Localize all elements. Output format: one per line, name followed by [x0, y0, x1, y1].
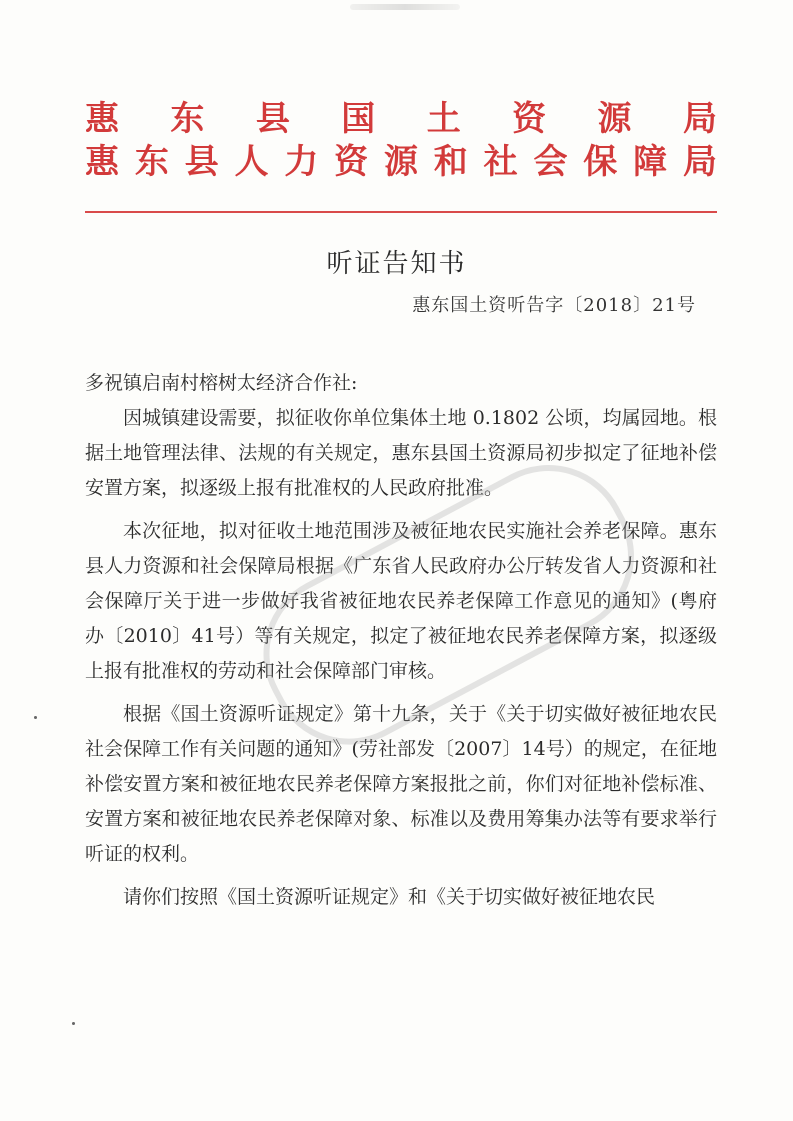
letterhead-char: 局	[682, 142, 717, 182]
letterhead-char: 惠	[85, 142, 119, 182]
letterhead-char: 会	[533, 142, 568, 182]
letterhead-char: 土	[426, 99, 461, 139]
scan-smudge	[350, 4, 460, 10]
letterhead-char: 资	[334, 142, 369, 182]
letterhead-char: 障	[633, 142, 668, 182]
letterhead-char: 人	[234, 142, 269, 182]
letterhead-char: 县	[255, 99, 290, 139]
letterhead-char: 社	[483, 142, 518, 182]
letterhead-char: 源	[383, 142, 418, 182]
paragraph-4: 请你们按照《国土资源听证规定》和《关于切实做好被征地农民	[123, 886, 656, 908]
document-body	[85, 366, 717, 915]
letterhead-char: 资	[512, 99, 547, 139]
letterhead-char: 县	[184, 142, 219, 182]
paragraph-2: 本次征地，拟对征收土地范围涉及被征地农民实施社会养老保障。惠东县人力资源和社会保障局根据《广东省人民政府办公厅转发省人力资源和社会保障厅关于进一步做好我省被征地农民养老保障工作意见的通知》(粤府办〔2010〕41号）等有关规定，拟定了被征地农民养老保障方案，拟逐级上报有批准权的劳动和社会保障部门审核。	[85, 520, 717, 682]
letterhead-char: 东	[170, 99, 205, 139]
scan-speck	[34, 716, 37, 719]
document-number: 惠东国土资听告字〔2018〕21号	[412, 295, 696, 316]
letterhead-char: 和	[433, 142, 468, 182]
letterhead-char: 源	[597, 99, 632, 139]
letterhead-char: 力	[284, 142, 319, 182]
paragraph-3: 根据《国土资源听证规定》第十九条，关于《关于切实做好被征地农民社会保障工作有关问题的通知》(劳社部发〔2007〕14号）的规定，在征地补偿安置方案和被征地农民养老保障方案报批之前，你们对征地补偿标准、安置方案和被征地农民养老保障对象、标准以及费用筹集办法等有要求举行听证的权利。	[85, 703, 717, 865]
letterhead-land-resources-bureau	[85, 99, 717, 139]
letterhead-char: 东	[134, 142, 169, 182]
letterhead-hr-social-security-bureau	[85, 142, 717, 182]
paragraph-1: 因城镇建设需要，拟征收你单位集体土地 0.1802 公顷，均属园地。根据土地管理法律、法规的有关规定，惠东县国土资源局初步拟定了征地补偿安置方案，拟逐级上报有批准权的人民政府批准。	[85, 407, 717, 499]
letterhead-char: 保	[583, 142, 618, 182]
document-title: 听证告知书	[326, 249, 467, 279]
scan-speck	[72, 1022, 75, 1025]
letterhead-char: 国	[341, 99, 376, 139]
letterhead-red-rule	[85, 211, 717, 213]
letterhead-char: 局	[682, 99, 717, 139]
recipient-line: 多祝镇启南村榕树太经济合作社:	[85, 372, 358, 394]
letterhead-char: 惠	[85, 99, 119, 139]
